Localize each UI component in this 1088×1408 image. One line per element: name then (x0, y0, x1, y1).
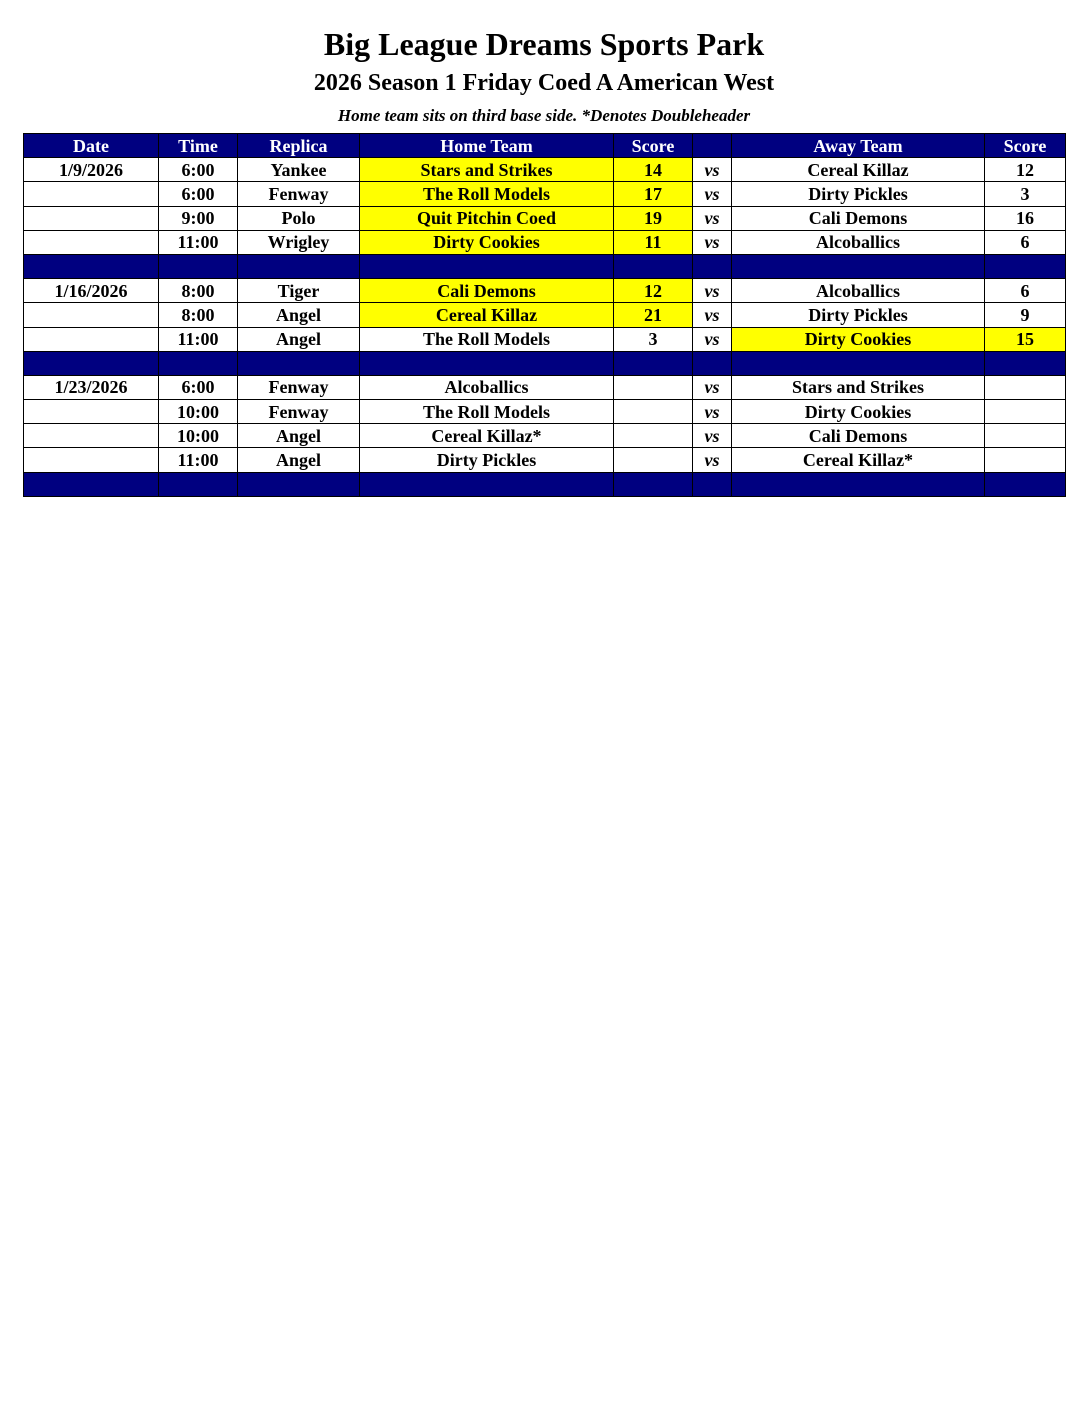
header-replica: Replica (238, 134, 360, 158)
table-body (24, 158, 1066, 497)
separator-cell (238, 472, 360, 496)
cell-away-score: 6 (985, 279, 1066, 303)
header-date: Date (24, 134, 159, 158)
cell-away-team: Alcoballics (732, 279, 985, 303)
cell-home-team: Alcoballics (360, 375, 614, 399)
table-row (24, 424, 1066, 448)
cell-vs: vs (693, 327, 732, 351)
cell-away-team: Dirty Pickles (732, 303, 985, 327)
cell-date (24, 327, 159, 351)
cell-vs: vs (693, 230, 732, 254)
separator-cell (693, 351, 732, 375)
cell-home-score: 19 (614, 206, 693, 230)
cell-vs: vs (693, 303, 732, 327)
table-row (24, 206, 1066, 230)
header-home-score: Score (614, 134, 693, 158)
cell-replica: Wrigley (238, 230, 360, 254)
cell-away-score: 15 (985, 327, 1066, 351)
table-row (24, 327, 1066, 351)
cell-date: 1/23/2026 (24, 375, 159, 399)
cell-home-score (614, 400, 693, 424)
header-home-team: Home Team (360, 134, 614, 158)
separator-cell (360, 351, 614, 375)
cell-home-team: Cereal Killaz* (360, 424, 614, 448)
separator-cell (24, 472, 159, 496)
cell-date (24, 424, 159, 448)
cell-away-team: Alcoballics (732, 230, 985, 254)
header-away-team: Away Team (732, 134, 985, 158)
cell-time: 11:00 (159, 448, 238, 472)
cell-vs: vs (693, 448, 732, 472)
cell-home-score (614, 424, 693, 448)
cell-replica: Angel (238, 303, 360, 327)
cell-date: 1/9/2026 (24, 158, 159, 182)
cell-home-team: The Roll Models (360, 327, 614, 351)
cell-home-score: 17 (614, 182, 693, 206)
separator-cell (693, 254, 732, 278)
separator-cell (614, 351, 693, 375)
separator-cell (985, 254, 1066, 278)
cell-replica: Angel (238, 327, 360, 351)
cell-home-score (614, 375, 693, 399)
table-row (24, 279, 1066, 303)
header-row (24, 134, 1066, 158)
page-title: Big League Dreams Sports Park (323, 26, 765, 62)
cell-vs: vs (693, 400, 732, 424)
cell-away-team: Cereal Killaz* (732, 448, 985, 472)
table-row (24, 448, 1066, 472)
cell-time: 6:00 (159, 182, 238, 206)
separator-cell (159, 351, 238, 375)
separator-cell (24, 351, 159, 375)
cell-time: 8:00 (159, 279, 238, 303)
cell-time: 10:00 (159, 400, 238, 424)
cell-away-score: 16 (985, 206, 1066, 230)
cell-date (24, 206, 159, 230)
cell-away-score (985, 424, 1066, 448)
cell-home-team: The Roll Models (360, 182, 614, 206)
separator-cell (693, 472, 732, 496)
cell-away-team: Cali Demons (732, 206, 985, 230)
cell-time: 6:00 (159, 158, 238, 182)
cell-replica: Angel (238, 448, 360, 472)
separator-cell (732, 351, 985, 375)
cell-date: 1/16/2026 (24, 279, 159, 303)
cell-away-score: 6 (985, 230, 1066, 254)
header-away-score: Score (985, 134, 1066, 158)
cell-away-score: 12 (985, 158, 1066, 182)
page-subtitle: 2026 Season 1 Friday Coed A American West (313, 70, 775, 96)
table-row (24, 158, 1066, 182)
cell-home-team: Cali Demons (360, 279, 614, 303)
cell-time: 6:00 (159, 375, 238, 399)
separator-cell (732, 472, 985, 496)
cell-replica: Tiger (238, 279, 360, 303)
cell-time: 9:00 (159, 206, 238, 230)
cell-away-team: Dirty Cookies (732, 400, 985, 424)
separator-cell (360, 254, 614, 278)
cell-date (24, 230, 159, 254)
cell-home-team: Stars and Strikes (360, 158, 614, 182)
cell-vs: vs (693, 424, 732, 448)
cell-away-score (985, 400, 1066, 424)
cell-date (24, 182, 159, 206)
cell-date (24, 303, 159, 327)
week-separator-row (24, 254, 1066, 278)
table-row (24, 400, 1066, 424)
week-separator-row (24, 472, 1066, 496)
separator-cell (985, 351, 1066, 375)
cell-replica: Fenway (238, 400, 360, 424)
cell-away-score: 9 (985, 303, 1066, 327)
schedule-note: Home team sits on third base side. *Denotes Doubleheader (337, 106, 751, 125)
cell-away-team: Dirty Pickles (732, 182, 985, 206)
separator-cell (159, 472, 238, 496)
cell-date (24, 400, 159, 424)
cell-home-score: 11 (614, 230, 693, 254)
cell-replica: Angel (238, 424, 360, 448)
separator-cell (24, 254, 159, 278)
cell-away-team: Dirty Cookies (732, 327, 985, 351)
cell-date (24, 448, 159, 472)
cell-home-score: 14 (614, 158, 693, 182)
cell-home-team: Quit Pitchin Coed (360, 206, 614, 230)
separator-cell (732, 254, 985, 278)
cell-replica: Yankee (238, 158, 360, 182)
cell-home-team: The Roll Models (360, 400, 614, 424)
cell-vs: vs (693, 158, 732, 182)
cell-replica: Polo (238, 206, 360, 230)
cell-home-team: Dirty Pickles (360, 448, 614, 472)
separator-cell (614, 472, 693, 496)
cell-away-team: Cereal Killaz (732, 158, 985, 182)
cell-home-score (614, 448, 693, 472)
cell-time: 11:00 (159, 327, 238, 351)
cell-time: 8:00 (159, 303, 238, 327)
header-time: Time (159, 134, 238, 158)
separator-cell (614, 254, 693, 278)
cell-vs: vs (693, 279, 732, 303)
schedule-table (23, 133, 1066, 497)
header-vs (693, 134, 732, 158)
cell-away-team: Cali Demons (732, 424, 985, 448)
cell-home-score: 3 (614, 327, 693, 351)
separator-cell (238, 351, 360, 375)
separator-cell (238, 254, 360, 278)
separator-cell (159, 254, 238, 278)
cell-away-score (985, 375, 1066, 399)
separator-cell (985, 472, 1066, 496)
cell-home-team: Dirty Cookies (360, 230, 614, 254)
cell-away-team: Stars and Strikes (732, 375, 985, 399)
table-row (24, 375, 1066, 399)
table-row (24, 230, 1066, 254)
cell-vs: vs (693, 206, 732, 230)
cell-home-team: Cereal Killaz (360, 303, 614, 327)
cell-away-score: 3 (985, 182, 1066, 206)
cell-vs: vs (693, 182, 732, 206)
cell-replica: Fenway (238, 182, 360, 206)
cell-vs: vs (693, 375, 732, 399)
table-row (24, 182, 1066, 206)
week-separator-row (24, 351, 1066, 375)
cell-time: 10:00 (159, 424, 238, 448)
cell-replica: Fenway (238, 375, 360, 399)
table-header (24, 134, 1066, 158)
cell-home-score: 12 (614, 279, 693, 303)
cell-home-score: 21 (614, 303, 693, 327)
cell-time: 11:00 (159, 230, 238, 254)
separator-cell (360, 472, 614, 496)
table-row (24, 303, 1066, 327)
cell-away-score (985, 448, 1066, 472)
